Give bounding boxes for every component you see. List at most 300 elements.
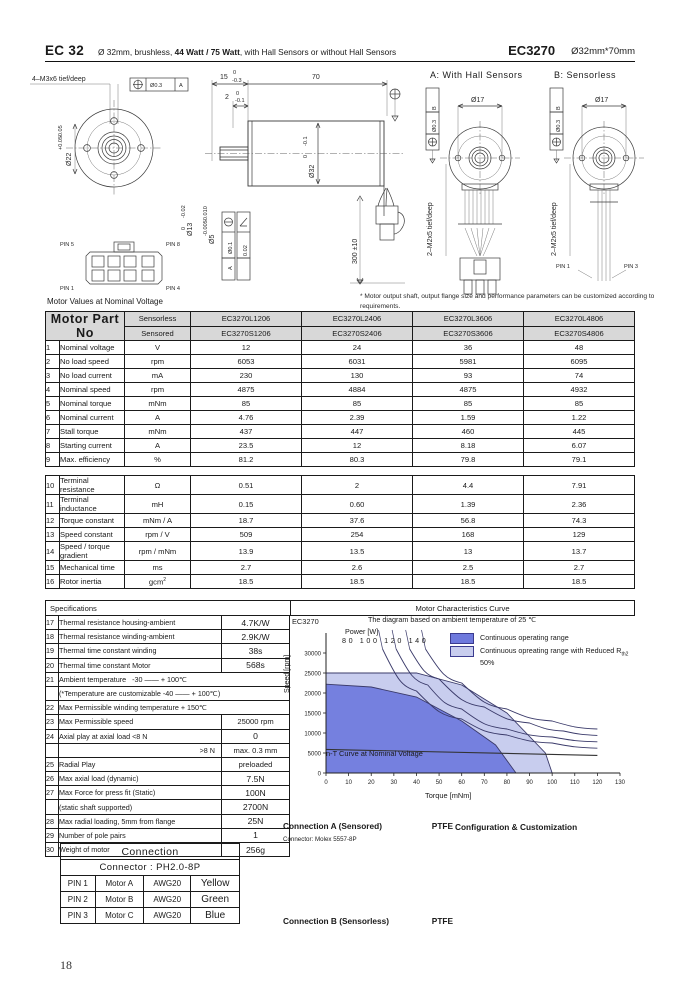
- row-label: (*Temperature are customizable -40 —— + 100℃): [59, 686, 290, 700]
- connector-type: Connector : PH2.0-8P: [61, 860, 240, 876]
- row-label: Max Permissible speed: [59, 715, 222, 729]
- table-caption: Motor Values at Nominal Voltage: [47, 297, 163, 306]
- row-label: Thermal time constant winding: [59, 644, 222, 658]
- row-index: 9: [46, 453, 60, 467]
- row-unit: mA: [125, 369, 191, 383]
- table-row: [46, 800, 290, 814]
- row-label: Number of pole pairs: [59, 828, 222, 842]
- dim-lead-length: 300 ±10: [352, 238, 359, 264]
- variant-a-hall-sensors-drawing: [418, 66, 543, 296]
- row-index: 30: [46, 843, 59, 857]
- chart-power-values: 80 100 120 140: [342, 636, 429, 645]
- motor-characteristics-chart: [284, 615, 635, 805]
- dim-15-tol-upper: 0: [233, 70, 237, 76]
- svg-text:60: 60: [458, 780, 466, 786]
- connector-pin4-label: PIN 4: [166, 286, 180, 292]
- variant-a-gdt-datum: B: [432, 106, 438, 110]
- customization-note: * Motor output shaft, output flange size and performance parameters can be customized according to requirements.: [360, 293, 655, 310]
- row-index: 1: [46, 341, 60, 355]
- connection-title: Connection: [61, 844, 240, 860]
- row-value: 38s: [222, 644, 290, 658]
- variant-b-gdt-tolerance: Ø0.3: [556, 119, 562, 132]
- sensorless-part-number: EC3270L3606: [413, 312, 524, 327]
- row-value: 81.2: [191, 453, 302, 467]
- chart-annotation: n-T Curve at Nominal Voltage: [326, 749, 423, 758]
- row-value: 100N: [222, 786, 290, 800]
- svg-text:30: 30: [390, 780, 398, 786]
- row-value: 437: [191, 425, 302, 439]
- row-value: 445: [524, 425, 635, 439]
- row-value: 0: [222, 729, 290, 743]
- configuration-heading: Configuration & Customization: [455, 822, 578, 832]
- row-value: 12: [191, 341, 302, 355]
- row-index: 7: [46, 425, 60, 439]
- table-row: [46, 686, 290, 700]
- row-label: Torque constant: [60, 514, 125, 528]
- row-value: 6095: [524, 355, 635, 369]
- dim-2-tol-lower: -0.1: [235, 98, 245, 104]
- row-value: 25N: [222, 814, 290, 828]
- table-row: [46, 701, 290, 715]
- connection-b-block: [283, 915, 453, 930]
- dim-dia13: Ø13: [187, 222, 194, 236]
- row-value: 7.5N: [222, 772, 290, 786]
- dim-dia22: Ø22: [66, 152, 73, 166]
- row-label: No load speed: [60, 355, 125, 369]
- row-value: preloaded: [222, 757, 290, 771]
- table-row: [61, 844, 240, 860]
- svg-text:40: 40: [413, 780, 420, 786]
- gdt-shaft-2: 0.02: [243, 245, 249, 256]
- svg-text:80: 80: [503, 780, 511, 786]
- svg-text:130: 130: [614, 780, 626, 786]
- product-description: Ø 32mm, brushless, 44 Watt / 75 Watt, with Hall Sensors or without Hall Sensors: [98, 47, 397, 57]
- row-label: Mechanical time: [60, 561, 125, 575]
- sensorless-label: Sensorless: [125, 312, 191, 327]
- table-row: [46, 757, 290, 771]
- table-row: [46, 514, 635, 528]
- dim-dia22-tol-lower: -0.05: [58, 125, 64, 138]
- gdt-shaft-1-datum: A: [228, 266, 234, 270]
- configuration-block: [455, 822, 670, 841]
- curve-header: Motor Characteristics Curve: [291, 601, 635, 616]
- row-unit: %: [125, 453, 191, 467]
- row-value: 568s: [222, 658, 290, 672]
- row-value: 18.7: [191, 514, 302, 528]
- row-value: 1.39: [413, 495, 524, 514]
- dim-70: 70: [312, 74, 320, 81]
- variant-b-sensorless-drawing: [542, 66, 667, 296]
- table-row: [46, 453, 635, 467]
- connector-pin1-label: PIN 1: [60, 286, 74, 292]
- table-row: [46, 743, 290, 757]
- chart-title: EC3270: [292, 617, 319, 626]
- page-header: [45, 36, 635, 62]
- pin-awg: AWG20: [144, 892, 191, 908]
- variant-a-screw-note: 2–M2x5 tief/deep: [427, 202, 434, 256]
- row-index: [46, 686, 59, 700]
- row-value: 4875: [191, 383, 302, 397]
- svg-text:10: 10: [345, 780, 352, 786]
- row-value: 1.59: [413, 411, 524, 425]
- row-value: 447: [302, 425, 413, 439]
- row-index: 26: [46, 772, 59, 786]
- row-value: max. 0.3 mm: [222, 743, 290, 757]
- row-label: Thermal time constant Motor: [59, 658, 222, 672]
- svg-text:100: 100: [547, 780, 558, 786]
- row-label: Max axial load (dynamic): [59, 772, 222, 786]
- sensored-label: Sensored: [125, 326, 191, 341]
- specifications-header: Specifications: [46, 601, 291, 616]
- pin-awg: AWG20: [144, 876, 191, 892]
- chart-x-axis-label: Torque [mNm]: [425, 791, 472, 800]
- chart-note: The diagram based on ambient temperature of 25 ℃: [368, 615, 537, 624]
- variant-b-label: B: Sensorless: [554, 70, 617, 80]
- legend-swatch: [450, 633, 474, 644]
- variant-b-pin3-label: PIN 3: [624, 264, 638, 270]
- svg-text:0: 0: [317, 771, 321, 778]
- row-value: 6031: [302, 355, 413, 369]
- row-value: 36: [413, 341, 524, 355]
- table-row: [46, 425, 635, 439]
- table-row: [46, 383, 635, 397]
- pin-color: Yellow: [191, 876, 240, 892]
- svg-text:20: 20: [367, 780, 375, 786]
- row-index: 23: [46, 715, 59, 729]
- row-value: 4875: [413, 383, 524, 397]
- row-value: 2.6: [302, 561, 413, 575]
- row-value: 13.9: [191, 542, 302, 561]
- connector-pinout-diagram: [58, 234, 198, 296]
- row-value: 85: [413, 397, 524, 411]
- connection-table: [60, 843, 240, 924]
- row-value: 2.7: [191, 561, 302, 575]
- dim-dia13-tol-upper: 0: [181, 226, 187, 230]
- row-index: 25: [46, 757, 59, 771]
- row-value: 13.5: [302, 542, 413, 561]
- table-row: [46, 528, 635, 542]
- row-value: 2: [302, 476, 413, 495]
- table-row: [46, 715, 290, 729]
- row-index: 4: [46, 383, 60, 397]
- table-row: [46, 542, 635, 561]
- row-index: 8: [46, 439, 60, 453]
- svg-text:15000: 15000: [304, 711, 321, 718]
- svg-text:120: 120: [592, 780, 603, 786]
- table-row: [46, 341, 635, 355]
- dim-dia32-tol-lower: -0.1: [303, 136, 309, 146]
- table-row: [46, 814, 290, 828]
- row-label: Stall torque: [60, 425, 125, 439]
- row-label: >8 N: [59, 743, 222, 757]
- motor-part-no-label: Motor Part No: [46, 312, 125, 341]
- variant-b-dim-dia17: Ø17: [595, 97, 609, 104]
- row-unit: ms: [125, 561, 191, 575]
- dim-dia5: Ø5: [209, 234, 216, 244]
- pin-function: Motor C: [95, 908, 143, 924]
- table-row: [46, 495, 635, 514]
- row-index: 15: [46, 561, 60, 575]
- sensored-part-number: EC3270S1206: [191, 326, 302, 341]
- table-row: [61, 876, 240, 892]
- svg-text:70: 70: [480, 780, 488, 786]
- dim-dia22-tol-upper: +0.05: [58, 135, 64, 150]
- connector-pin8-label: PIN 8: [166, 242, 180, 248]
- flange-thread-note: 4–M3x6 tief/deep: [32, 76, 86, 83]
- row-index: 22: [46, 701, 59, 715]
- row-value: 85: [524, 397, 635, 411]
- legend-swatch: [450, 646, 474, 657]
- row-value: 4884: [302, 383, 413, 397]
- dim-15-tol-lower: -0.3: [232, 78, 242, 84]
- row-unit: mH: [125, 495, 191, 514]
- page-number: 18: [60, 958, 72, 972]
- technical-drawings: [30, 66, 670, 296]
- row-value: 254: [302, 528, 413, 542]
- row-value: 2.5: [413, 561, 524, 575]
- table-row: [46, 312, 635, 327]
- connection-a-block: [283, 820, 453, 844]
- table-row: [46, 658, 290, 672]
- table-row: [61, 892, 240, 908]
- row-value: 48: [524, 341, 635, 355]
- row-value: 93: [413, 369, 524, 383]
- row-unit: rpm / mNm: [125, 542, 191, 561]
- row-value: 2.9K/W: [222, 630, 290, 644]
- row-value: 18.5: [302, 575, 413, 589]
- table-row: [46, 630, 290, 644]
- section-split-header: [45, 600, 635, 616]
- row-value: 1: [222, 828, 290, 842]
- row-unit: Ω: [125, 476, 191, 495]
- row-value: 4.76: [191, 411, 302, 425]
- pin-number: PIN 1: [61, 876, 96, 892]
- table-row: [46, 439, 635, 453]
- legend-label: Continuous operating range: [480, 633, 569, 642]
- row-label: Nominal voltage: [60, 341, 125, 355]
- row-value: 130: [302, 369, 413, 383]
- svg-text:0: 0: [324, 780, 328, 786]
- dim-dia5-tol-lower: -0.010: [203, 206, 209, 222]
- row-index: 21: [46, 672, 59, 686]
- row-value: 256g: [222, 843, 290, 857]
- row-value: 18.5: [524, 575, 635, 589]
- dim-dia5-tol-upper: -0.005: [203, 220, 209, 236]
- row-label: Max radial loading, 5mm from flange: [59, 814, 222, 828]
- row-unit: rpm: [125, 355, 191, 369]
- row-value: 1.22: [524, 411, 635, 425]
- svg-text:25000: 25000: [304, 671, 321, 678]
- row-value: 4.7K/W: [222, 616, 290, 630]
- row-value: 4.4: [413, 476, 524, 495]
- model-dimensions: Ø32mm*70mm: [571, 46, 635, 57]
- row-index: 6: [46, 411, 60, 425]
- connector-pin5-label: PIN 5: [60, 242, 74, 248]
- svg-text:110: 110: [569, 780, 580, 786]
- row-unit: mNm: [125, 425, 191, 439]
- row-value: 74.3: [524, 514, 635, 528]
- pin-number: PIN 3: [61, 908, 96, 924]
- row-unit: rpm / V: [125, 528, 191, 542]
- connection-b-heading: Connection B (Sensorless): [283, 916, 390, 926]
- row-value: 0.15: [191, 495, 302, 514]
- row-value: 24: [302, 341, 413, 355]
- row-label: Thermal resistance winding-ambient: [59, 630, 222, 644]
- motor-side-view-drawing: [200, 66, 430, 296]
- dim-dia13-tol-lower: -0.02: [181, 205, 187, 218]
- row-label: Max Force for press fit (Static): [59, 786, 222, 800]
- legend-item: [450, 633, 635, 644]
- variant-b-pin1-label: PIN 1: [556, 264, 570, 270]
- dim-15: 15: [220, 74, 228, 81]
- pin-number: PIN 2: [61, 892, 96, 908]
- row-value: 4932: [524, 383, 635, 397]
- row-index: [46, 800, 59, 814]
- row-label: (static shaft supported): [59, 800, 222, 814]
- row-value: 18.5: [413, 575, 524, 589]
- gdt-shaft-1: Ø0.1: [228, 241, 234, 254]
- svg-text:50: 50: [435, 780, 443, 786]
- row-label: Max Permissible winding temperature + 150℃: [59, 701, 290, 715]
- row-unit: A: [125, 439, 191, 453]
- sensored-part-number: EC3270S4806: [524, 326, 635, 341]
- row-value: 168: [413, 528, 524, 542]
- row-index: 2: [46, 355, 60, 369]
- row-label: No load current: [60, 369, 125, 383]
- row-label: Axial play at axial load <8 N: [59, 729, 222, 743]
- dim-2: 2: [225, 94, 229, 101]
- row-unit: mNm / A: [125, 514, 191, 528]
- row-value: 85: [191, 397, 302, 411]
- table-row: [46, 616, 290, 630]
- row-value: 23.5: [191, 439, 302, 453]
- row-index: 19: [46, 644, 59, 658]
- row-value: 12: [302, 439, 413, 453]
- row-label: Ambient temperature -30 —— + 100℃: [59, 672, 290, 686]
- chart-power-label: Power [W]: [345, 627, 379, 636]
- row-index: 17: [46, 616, 59, 630]
- row-value: 0.51: [191, 476, 302, 495]
- table-row: [46, 411, 635, 425]
- connection-a-ptfe: PTFE: [431, 821, 453, 831]
- svg-text:10000: 10000: [304, 731, 321, 738]
- row-unit: rpm: [125, 383, 191, 397]
- table-row: [46, 561, 635, 575]
- row-index: 11: [46, 495, 60, 514]
- sensored-part-number: EC3270S2406: [302, 326, 413, 341]
- pin-color: Green: [191, 892, 240, 908]
- table-row: [46, 355, 635, 369]
- table-row: [46, 575, 635, 589]
- variant-a-gdt-tolerance: Ø0.3: [432, 119, 438, 132]
- legend-label: Continuous opreating range with Reduced $R_{th2}$ 50%: [480, 646, 629, 667]
- pin-color: Blue: [191, 908, 240, 924]
- row-value: 56.8: [413, 514, 524, 528]
- sensored-part-number: EC3270S3606: [413, 326, 524, 341]
- table-row: [46, 326, 635, 341]
- row-value: 13.7: [524, 542, 635, 561]
- row-index: 13: [46, 528, 60, 542]
- legend-item: [450, 646, 635, 667]
- pin-function: Motor A: [95, 876, 143, 892]
- row-value: 79.8: [413, 453, 524, 467]
- svg-text:5000: 5000: [307, 751, 321, 758]
- table-row: [46, 397, 635, 411]
- row-index: 10: [46, 476, 60, 495]
- table-row: [46, 772, 290, 786]
- table-row: [46, 644, 290, 658]
- gdt-datum-a: A: [179, 83, 183, 89]
- row-index: 24: [46, 729, 59, 743]
- row-value: 80.3: [302, 453, 413, 467]
- row-unit: mNm: [125, 397, 191, 411]
- row-value: 230: [191, 369, 302, 383]
- row-value: 37.6: [302, 514, 413, 528]
- connection-b-ptfe: PTFE: [431, 916, 453, 926]
- specifications-table: [45, 615, 290, 857]
- product-code: EC 32: [45, 43, 85, 58]
- row-value: 0.60: [302, 495, 413, 514]
- svg-text:90: 90: [526, 780, 533, 786]
- row-value: 2.36: [524, 495, 635, 514]
- row-unit: A: [125, 411, 191, 425]
- table-row: [46, 828, 290, 842]
- row-value: 13: [413, 542, 524, 561]
- row-value: 460: [413, 425, 524, 439]
- row-index: 20: [46, 658, 59, 672]
- row-index: 27: [46, 786, 59, 800]
- row-value: 6053: [191, 355, 302, 369]
- row-value: 2.39: [302, 411, 413, 425]
- svg-text:20000: 20000: [304, 691, 321, 698]
- table-row: [61, 860, 240, 876]
- row-label: Weight of motor: [59, 843, 222, 857]
- table-row: [46, 369, 635, 383]
- row-label: Max. efficiency: [60, 453, 125, 467]
- model-number: EC3270: [508, 43, 556, 58]
- row-index: 18: [46, 630, 59, 644]
- dim-2-tol-upper: 0: [236, 91, 240, 97]
- variant-b-gdt-datum: B: [556, 106, 562, 110]
- row-label: Radial Play: [59, 757, 222, 771]
- variant-a-label: A: With Hall Sensors: [430, 70, 523, 80]
- svg-text:30000: 30000: [304, 651, 321, 658]
- row-label: Speed constant: [60, 528, 125, 542]
- row-value: 18.5: [191, 575, 302, 589]
- row-value: 2.7: [524, 561, 635, 575]
- row-label: Nominal current: [60, 411, 125, 425]
- row-label: Starting current: [60, 439, 125, 453]
- row-index: 14: [46, 542, 60, 561]
- gdt-position-tolerance: Ø0.3: [150, 83, 163, 89]
- row-label: Thermal resistance housing-ambient: [59, 616, 222, 630]
- motor-values-table: [45, 311, 635, 589]
- connection-a-connector: Connector: Molex 5557-8P: [283, 836, 357, 844]
- row-index: 28: [46, 814, 59, 828]
- connection-a-heading: Connection A (Sensored): [283, 821, 382, 831]
- variant-a-dim-dia17: Ø17: [471, 97, 485, 104]
- row-index: [46, 743, 59, 757]
- row-index: 5: [46, 397, 60, 411]
- row-value: 5981: [413, 355, 524, 369]
- row-value: 7.91: [524, 476, 635, 495]
- row-index: 3: [46, 369, 60, 383]
- row-label: Terminal inductance: [60, 495, 125, 514]
- row-index: 12: [46, 514, 60, 528]
- table-row: [46, 729, 290, 743]
- row-value: 509: [191, 528, 302, 542]
- dim-dia32-tol-upper: 0: [303, 154, 309, 158]
